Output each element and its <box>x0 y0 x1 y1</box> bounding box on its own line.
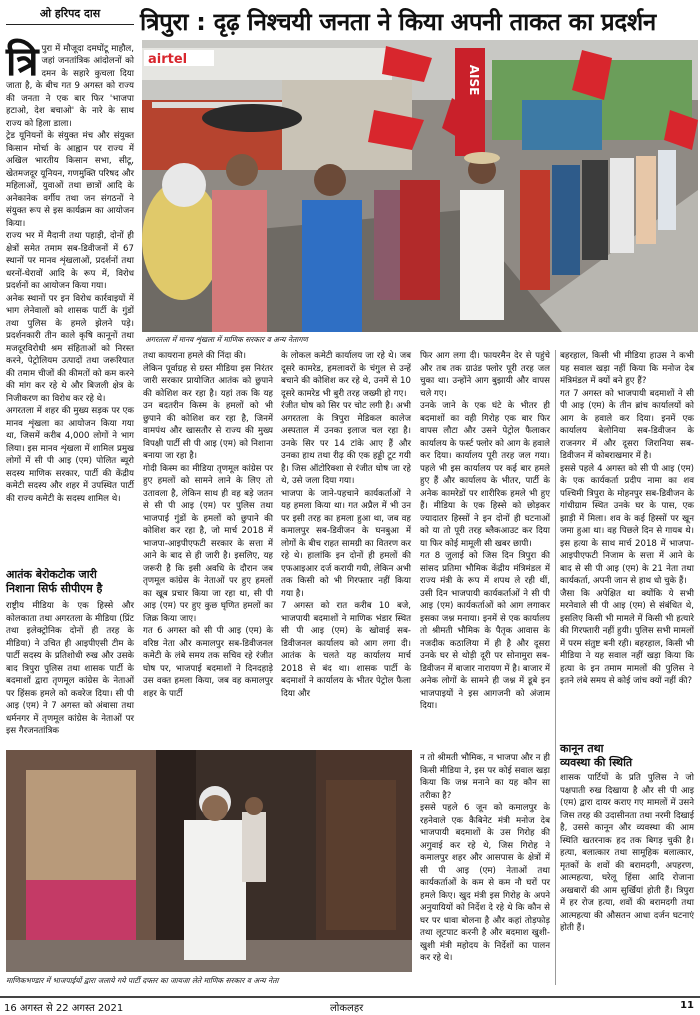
column-divider <box>555 350 556 985</box>
col1-p4: अनेक स्थानों पर इन विरोध कार्रवाइयों में भाग लेनेवालों को शासक पार्टी के गुंडों तथा पुलिस के हमले झेलने पड़े। प्रदर्शनकारी तीन काले कृषि कानूनों तथा मजदूरविरोधी श्रम संहिताओं को निरस्त करने, पेट्रोलियम उत्पादों तथा जरूरियात की तमाम चीजों की कीमतों को कम करने की मांग कर रहे थे और बिजली क्षेत्र के निजीकरण का विरोध कर रहे थे। <box>6 293 134 404</box>
column-5-top: बहरहाल, किसी भी मीडिया हाउस ने कभी यह सवाल खड़ा नहीं किया कि मनोज देब मंत्रिमंडल में क्यों बने हुए हैं? गत 7 अगस्त को भाजपायी बदमाशों ने सी पी आइ (एम) के तीन ब्रांच कार्यालयों को आग के हवाले कर दिया। इनमें एक कार्यालय बेलोनिया सब-डिवीजन के राजनगर में और दूसरा जिरानिया सब-डिवीजन में कोबराखमार में है। इससे पहले 4 अगस्त को सी पी आइ (एम) के एक कार्यकर्ता प्रदीप नामा का शव पश्चिमी त्रिपुरा के मोहनपुर सब-डिवीजन के गांधीग्राम स्थित उनके घर के पास, एक झाड़ी में मिला। शव के कई हिस्सों पर खून जमा हुआ था। वह पिछले दिन से गायब थे। इस हत्या के साथ मार्च 2018 में भाजपा-आइपीएफटी निजाम के सत्ता में आने के बाद से सी पी आइ (एम) के 21 नेता तथा कार्यकर्ता, अपनी जान से हाथ धो चुके हैं। जैसा कि अपेक्षित था क्योंकि ये सभी मरनेवाले सी पी आइ (एम) से संबंधित थे, इसलिए किसी भी मामले में किसी भी हत्यारे की गिरफ्तारी नहीं हुयी। पुलिस सभी मामलों में परम संतुष्ट बनी रही। बहरहाल, किसी भी मीडिया ने यह सवाल नहीं खड़ा किया कि हत्या के इन तमाम मामलों की पुलिस ने इतने लंबे समय से कोई जांच क्यों नहीं की? <box>560 351 694 686</box>
column-2: तथा कायराना हमले की निंदा की। लेकिन पूर्वाग्रह से ग्रस्त मीडिया इस निरंतर जारी सरकार प्रायोजित आतंक को छुपाने की कोशिश कर रहा है। यहां तक कि यह उन बदतरीन किस्म के हमलों को भी छुपाने की कोशिश कर रहा है, जिनमें वामपंथ और खासतौर से राज्य की मुख्य विपक्षी पार्टी सी पी आइ (एम) को निशाना बनाया जा रहा है। गोदी किस्म का मीडिया तृणमूल कांग्रेस पर हुए हमलों को सामने लाने के लिए तो उतावला है, लेकिन साथ ही वह बड़े जतन से सी पी आइ (एम) पर पुलिस तथा भाजपाई गुंडों के हमलों को छुपाने की कोशिश कर रहा है, जो मार्च 2018 में भाजपा-आइपीएफटी सरकार के सत्ता में आने के बाद से ही जारी है। इसलिए, यह जरूरी है कि इसी अवधि के दौरान जब तृणमूल कांग्रेस के नेताओं पर हुए हमलों का खूब प्रचार किया जा रहा था, सी पी आइ (एम) पर हुए कुछ घृणित हमलों का जिक्र किया जाए। गत 6 अगस्त को सी पी आइ (एम) के वरिष्ठ नेता और कमालपुर सब-डिवीजनल कमेटी के लंबे समय तक सचिव रहे रंजीत घोष पर, भाजपाई बदमाशों ने दिनदहाड़े उस वक्त हमला किया, जब वह कमालपुर शहर के पार्टी <box>143 351 273 699</box>
col1-p2: ट्रेड यूनियनों के संयुक्त मंच और संयुक्त किसान मोर्चा के आह्वान पर राज्य में अखिल भारतीय किसान सभा, सीटू, खेतमजदूर यूनियन, गणमुक्ति परिषद और महिलाओं, युवाओं तथा छात्रों आदि के अनेकानेक वर्गीय तथा जन संगठनों ने संयुक्त रूप से इस कार्यक्रम का आयोजन किया। <box>6 131 134 229</box>
photo-burnt-office <box>6 750 412 972</box>
column-3: के लोकल कमेटी कार्यालय जा रहे थे। जब दूसरे कामरेड, हमलावरों के चंगुल से उन्हें बचाने की कोशिश कर रहे थे, उनमें से 10 दूसरे कामरेड भी बुरी तरह जख्मी हो गए। रंजीत घोष को सिर पर चोट लगी है। अभी अगरतला के त्रिपुरा मेडिकल कालेज अस्पताल में उनका इलाज चल रहा है। उनके सिर पर 14 टांके आए हैं और उनका हाथ तथा रीढ़ की एक हड्डी टूट गयी है। जिस ऑटोरिक्शा से रंजीत घोष जा रहे थे, उसे जला दिया गया। भाजपा के जाने-पहचाने कार्यकर्ताओं ने यह हमला किया था। गत अप्रैल में भी उन पर इसी तरह का हमला हुआ था, जब वह कमालपुर सब-डिवीजन के घनबुआ में लोगों के बीच राहत सामग्री का वितरण कर रहे थे। हालांकि इन दोनों ही हमलों की एफआइआर दर्ज करायी गयी, लेकिन अभी तक किसी को भी गिरफ्तार नहीं किया गया है। 7 अगस्त को रात करीब 10 बजे, भाजपायी बदमाशों ने माणिक भंडार स्थित सी पी आइ (एम) के खोवाई सब-डिवीजनल कार्यालय को आग लगा दी। आतंक के चलते यह कार्यालय मार्च 2018 से बंद था। शासक पार्टी के बदमाशों ने कार्यालय के भीतर पेट्रोल फैला दिया और <box>281 351 411 699</box>
col1-p3: राज्य भर में मैदानी तथा पहाड़ी, दोनों ही क्षेत्रों समेत तमाम सब-डिवीजनों में 67 स्थानों पर मानव शृंखलाओं, प्रदर्शनों तथा धरनों-घेरावों आदि के रूप में, विरोध प्रदर्शनों का आयोजन किया गया। <box>6 231 134 291</box>
airtel-sign: airtel <box>148 52 188 67</box>
footer-dates: 16 अगस्त से 22 अगस्त 2021 <box>4 1003 124 1014</box>
column-5-bottom: शासक पार्टियों के प्रति पुलिस ने जो पक्षपाती रुख दिखाया है और सी पी आइ (एम) द्वारा दायर कराए गए मामलों में उसने जिस तरह की उदासीनता तथा नरमी दिखाई है, उससे कानून और व्यवस्था की आम स्थिति खतरनाक हद तक बिगड़ चुकी है। हत्या, बलात्कार तथा सामूहिक बलात्कार, मृतकों के शवों की बरामदगी, अपहरण, आत्महत्या, घरेलू हिंसा आदि रोजाना अखबारों की आम सुर्खियां होती हैं। त्रिपुरा में हर रोज हत्या, शवों की बरामदगी तथा आत्महत्या की औसतन आधा दर्जन घटनाएं होती हैं। <box>560 773 694 933</box>
page-number: 11 <box>680 1000 694 1011</box>
byline: ओ हरिपद दास <box>6 6 134 25</box>
column-1-top <box>6 30 134 504</box>
photo-human-chain-image <box>142 40 698 332</box>
photo1-caption: अगरतला में मानव शृंखला में माणिक सरकार व अन्य नेतागण <box>145 335 308 344</box>
aise-banner: AISE <box>467 64 481 96</box>
col1-p1: पुरा में मौजूदा दमघोंटू माहौल, जहां जनतांत्रिक आंदोलनों को दमन के सहारे कुचला दिया जाता है, के बीच गत 9 अगस्त को राज्य की जनता ने एक बार फिर 'भाजपा हटाओ, देश बचाओ' के नारे के साथ राज्य को हिला डाला। <box>6 43 134 129</box>
dropcap: त्रि <box>6 38 39 85</box>
photo2-caption: माणिकभण्डार में भाजपाईयों द्वारा जलाये गये पार्टी दफ्तर का जायजा लेते माणिक सरकार व अन्य नेता <box>6 976 279 985</box>
footer-paper-name: लोकलहर <box>330 1003 364 1014</box>
headline: त्रिपुरा : दृढ़ निश्चयी जनता ने किया अपनी ताकत का प्रदर्शन <box>140 8 656 36</box>
column-1-bottom: राष्ट्रीय मीडिया के एक हिस्से और कोलकाता तथा अगरतला के मीडिया (प्रिंट तथा इलेक्ट्रोनिक दोनों ही तरह के मीडिया) ने उचित ही आइपीएसी टीम के पार्टी सदस्य के प्रतिशोधी रुख और उसके बाद त्रिपुरा पुलिस तथा शासक पार्टी के बदमाशों द्वारा तृणमूल कांग्रेस के नेताओं पर हिंसक हमले को कवरेज दिया। सी पी आइ (एम) ने 7 अगस्त को अंबासा तथा धर्मनगर में तृणमूल कांग्रेस के नेताओं पर इस गैरजनतांत्रिक <box>6 601 134 736</box>
subhead-terror: आतंक बेरोकटोक जारी निशाना सिर्फ सीपीएम है <box>6 568 103 595</box>
photo-burnt-office-image <box>6 750 412 972</box>
footer <box>0 996 700 1015</box>
photo-human-chain <box>142 40 698 332</box>
column-4-top: फिर आग लगा दी। फायरमैन देर से पहुंचे और तब तक ग्राउंड फ्लोर पूरी तरह जल चुका था। उन्होंने आग बुझायी और वापस चले गए। उनके जाने के एक घंटे के भीतर ही बदमाशों का वही गिरोह एक बार फिर वापस लौटा और उसने पेट्रोल फैलाकर कार्यालय के फर्स्ट फ्लोर को आग के हवाले कर दिया। कार्यालय पूरी तरह जल गया। पहले भी इस कार्यालय पर कई बार हमले हुए हैं और कार्यालय के भीतर, पार्टी के अनेक कामरेडों पर शारीरिक हमले भी हुए हैं। मीडिया के एक हिस्से को छोड़कर ज्यादातर हिस्सों ने इन दोनों ही घटनाओं को या तो पूरी तरह ब्लैकआउट कर दिया या फिर कोई मामूली सी खबर छापी। गत 8 जुलाई को जिस दिन त्रिपुरा की सांसद प्रतिमा भौमिक केंद्रीय मंत्रिमंडल में राज्य मंत्री के रूप में शपथ ले रही थीं, उसी दिन भाजपायी कार्यकर्ताओं ने सी पी आइ (एम) कार्यकर्ताओं को आग लगाकर इसका जश्न मनाया। इनमें से एक कार्यालय तो श्रीमती भौमिक के पैतृक आवास के नजदीक कठालिया में ही है और दूसरा उनके घर से थोड़ी दूरी पर सोनामुरा सब-डिवीजन में बाजार नारायण में है। बाजार में अनेक लोगों के सामने ही जश्न में डूबे इन भाजपाइयों ने इस आगजनी को अंजाम दिया। <box>420 351 550 711</box>
subhead-law-order: कानून तथा व्यवस्था की स्थिति <box>560 742 633 769</box>
column-4-bottom: न तो श्रीमती भौमिक, न भाजपा और न ही किसी मीडिया ने, इस पर कोई सवाल खड़ा किया कि जश्न मनाने का यह कौन सा तरीका है? इससे पहले 6 जून को कमालपुर के रहनेवाले एक कैबिनेट मंत्री मनोज देब भाजपायी बदमाशों के उस गिरोह की अगुवाई कर रहे थे, जिस गिरोह ने कमालपुर शहर और आसपास के क्षेत्रों में सी पी आइ (एम) नेताओं तथा कार्यकर्ताओं के कम से कम नौ घरों पर हमले किए। खुद मंत्री इस गिरोह के अपने अनुयायियों को निर्देश दे रहे थे कि कौन से घर पर धावा बोलना है और कहां तोड़फोड़ तथा लूटपाट करनी है और बदमाश खुशी-खुशी मंत्री महोदय के निर्देशों का पालन कर रहे थे। <box>420 753 550 963</box>
col1-p5: अगरतला में शहर की मुख्य सड़क पर एक मानव शृंखला का आयोजन किया गया था, जिसमें करीब 4,000 लोगों ने भाग लिया। इस मानव शृंखला में शामिल प्रमुख लोगों में सी पी आइ (एम) पोलित ब्यूरो सदस्य माणिक सरकार, पार्टी की केंद्रीय कमेटी सदस्य और शहर में उपस्थित पार्टी की राज्य कमेटी के सदस्य शामिल थे। <box>6 406 134 504</box>
